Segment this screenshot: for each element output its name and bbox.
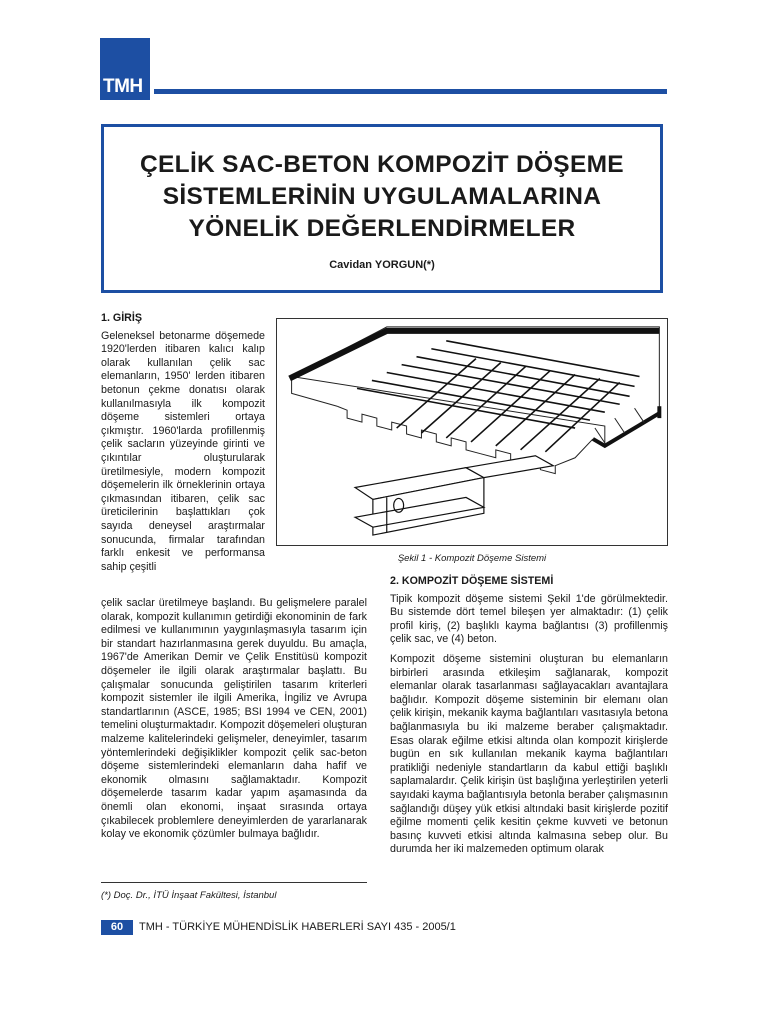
page-number: 60: [110, 921, 124, 933]
figure-composite-floor: [276, 318, 668, 546]
header-rule: [154, 89, 667, 94]
intro-narrow-column: [101, 312, 265, 574]
article-title: [104, 149, 660, 245]
footnote: (*) Doç. Dr., İTÜ İnşaat Fakültesi, İstanbul: [101, 890, 277, 901]
title-box: [101, 124, 663, 293]
title-line-2: SİSTEMLERİNİN UYGULAMALARINA: [162, 183, 602, 210]
intro-text-wide: çelik saclar üretilmeye başlandı. Bu gelişmelere paralel olarak, kompozit kullanımın getirdiği ekonominin de fark edilmesi ve kullanımının yaygınlaşmasıyla tasarım için bir standart hazırlanmasına gerek duyuldu. Bu amaçla, 1967'de Amerikan Demir ve Çelik Enstitüsü kompozit döşemeler ile ilgili olarak araştırmalar başlattı. Bu çalışmalar sonucunda geliştirilen tasarım kriterleri kompozit sistemler ile ilgili Amerika, İngiliz ve Avrupa standartlarının (ASCE, 1985; BSI 1994 ve CEN, 2001) temelini oluşturmaktadır. Kompozit döşemeleri oluşturan malzeme kalitelerindeki gelişmeler, deneyimler, tasarım yöntemlerindeki değişiklikler kompozit çelik sac-beton döşeme sistemlerindeki elemanların daha hafif ve ekonomik olmasını sağlamaktadır. Kompozit döşemelerde tasarım kadar yapım aşamasında da önemli olan ekonomi, inşaat sırasında ortaya çıkabilecek problemlere deneyimlerden de yararlanarak kolay ve ekonomik çözümler bulmaya bağlıdır.: [101, 597, 367, 841]
figure-caption: Şekil 1 - Kompozit Döşeme Sistemi: [397, 553, 547, 564]
section1-heading: 1. GİRİŞ: [101, 312, 142, 324]
title-line-1: ÇELİK SAC-BETON KOMPOZİT DÖŞEME: [140, 151, 624, 178]
footnote-rule: [101, 882, 367, 883]
section2-column: [390, 575, 668, 863]
journal-footer: TMH - TÜRKİYE MÜHENDİSLİK HABERLERİ SAYI 435 - 2005/1: [139, 921, 456, 933]
page-number-badge: [101, 920, 133, 935]
author: Cavidan YORGUN(*): [329, 259, 435, 271]
logo-text: TMH: [103, 76, 143, 97]
section2-heading: 2. KOMPOZİT DÖŞEME SİSTEMİ: [390, 575, 554, 587]
intro-text-narrow: Geleneksel betonarme döşemede 1920'lerden itibaren kalıcı kalıp olarak kullanılan çelik sac elemanların, 1950' lerden itibaren betonun çekme donatısı olarak kullanılmasıyla ilk kompozit döşeme sistemleri ortaya çıkmıştır. 1960'larda profillenmiş çelik sacların yüzeyinde girinti ve çıkıntılar oluşturularak üretilmesiyle, modern kompozit döşemelerin ilk örneklerinin ortaya çıkmasından itibaren, çelik sac üreticilerinin başlattıkları çok sayıda deneysel araştırmalar sonucunda, firmalar tarafından farklı enkesit ve performansa sahip çeşitli: [101, 329, 265, 573]
section2-paragraph-2: Kompozit döşeme sistemini oluşturan bu elemanların birbirleri arasında etkileşim sağlanarak, kompozit elemanlar olarak tasarlanması sağlayacakları avantajlara bağlıdır. Kompozit döşeme sisteminin bir elemanı olan çelik kirişin, mekanik kayma bağlantıları vasıtasıyla betona bağlanmasıyla bu iki malzeme beraber çalışmaktadır. Esas olarak eğilme etkisi altında olan kompozit kirişlerde bugün en sık kullanılan mekanik kayma bağlantıları pratikliği nedeniyle standartların da kabul ettiği başlıklı saplamalardır. Çelik kirişin üst başlığına yerleştirilen yeterli sayıdaki kayma bağlantısıyla betonla beraber çalışmasının sağlandığı düşey yük etkisi altındaki basit kirişlerde pozitif eğilme momenti çelik kesitin çekme kuvveti ve betonun basınç kuvveti etkisi altında kalmasına sebep olur. Bu durumda her iki malzemeden optimum olarak: [390, 652, 668, 856]
tmh-logo: [100, 38, 150, 100]
composite-floor-drawing: [277, 319, 667, 545]
title-line-3: YÖNELİK DEĞERLENDİRMELER: [188, 215, 576, 242]
section2-paragraph-1: Tipik kompozit döşeme sistemi Şekil 1'de görülmektedir. Bu sistemde dört temel bileşen yer almaktadır: (1) çelik profil kiriş, (2) başlıklı kayma bağlantısı (3) profillenmiş çelik sac, ve (4) beton.: [390, 592, 668, 646]
